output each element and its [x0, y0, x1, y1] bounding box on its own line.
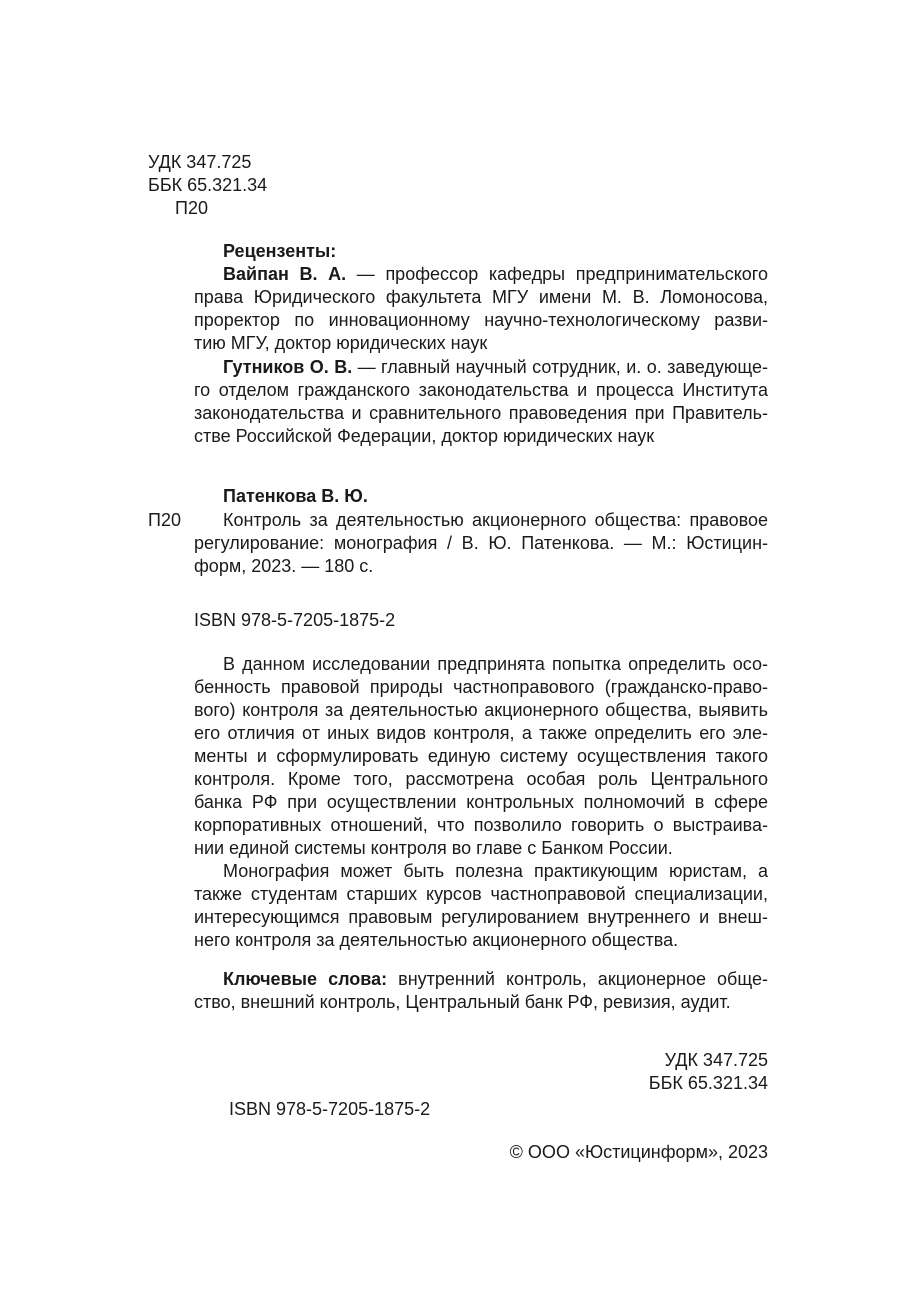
reviewer-2-name: Гутников О. В.: [223, 357, 353, 377]
book-author: Патенкова В. Ю.: [223, 486, 368, 506]
reviewer-1-name: Вайпан В. А.: [223, 264, 347, 284]
book-sign: П20: [148, 510, 181, 530]
keywords-label: Ключевые слова:: [223, 969, 388, 989]
footer-bbk: ББК 65.321.34: [648, 1073, 768, 1093]
footer-codes: [649, 1049, 768, 1095]
keywords: Ключевые слова: внутренний контроль, акционерное обще- ство, внешний контроль, Центральный банк РФ, ревизия, аудит.: [194, 969, 768, 1012]
abstract-paragraph-1: В данном исследовании предпринята попытка определить осо- бенность правовой природы частноправового (гражданско-право- вого) контроля за деятельностью акционерного общества, выявить его отличия от иных видов контроля, а также определить его эле- менты и сформулировать единую систему осуществления такого контроля. Кроме того, рассмотрена особая роль Центрального банка РФ при осуществлении контрольных полномочий в сфере корпоративных отношений, что позволило говорить о выстраива- нии единой системы контроля во главе с Банком России.: [194, 654, 768, 858]
udk-code: УДК 347.725: [148, 152, 252, 172]
reviewer-1: Вайпан В. А. — профессор кафедры предпринимательского права Юридического факультета МГУ имени М. В. Ломоносова, проректор по инновационному научно-технологическому разви- тию МГУ, доктор юридических наук: [194, 264, 768, 353]
abstract: [194, 653, 768, 952]
footer-udk: УДК 347.725: [664, 1050, 768, 1070]
book-isbn: ISBN 978-5-7205-1875-2: [194, 610, 396, 630]
reviewers-heading: Рецензенты:: [223, 241, 337, 261]
book-description: Контроль за деятельностью акционерного общества: правовое регулирование: монография / В. Ю. Патенкова. — М.: Юстицин- форм, 2023. — 180 с.: [194, 510, 768, 576]
copyright: © ООО «Юстицинформ», 2023: [509, 1142, 768, 1162]
author-sign: П20: [175, 198, 208, 218]
abstract-paragraph-2: Монография может быть полезна практикующим юристам, а также студентам старших курсов частноправовой специализации, интересующимся правовым регулированием внутреннего и внеш- него контроля за деятельностью акционерного общества.: [194, 861, 768, 950]
reviewers-block: [194, 240, 768, 448]
bbk-code: ББК 65.321.34: [148, 175, 268, 195]
footer-isbn: ISBN 978-5-7205-1875-2: [229, 1099, 431, 1119]
header-codes: [148, 151, 267, 220]
reviewer-2: Гутников О. В. — главный научный сотрудник, и. о. заведующе- го отделом гражданского законодательства и процесса Института законодательства и сравнительного правоведения при Правитель- стве Российской Федерации, доктор юридических наук: [194, 357, 768, 446]
